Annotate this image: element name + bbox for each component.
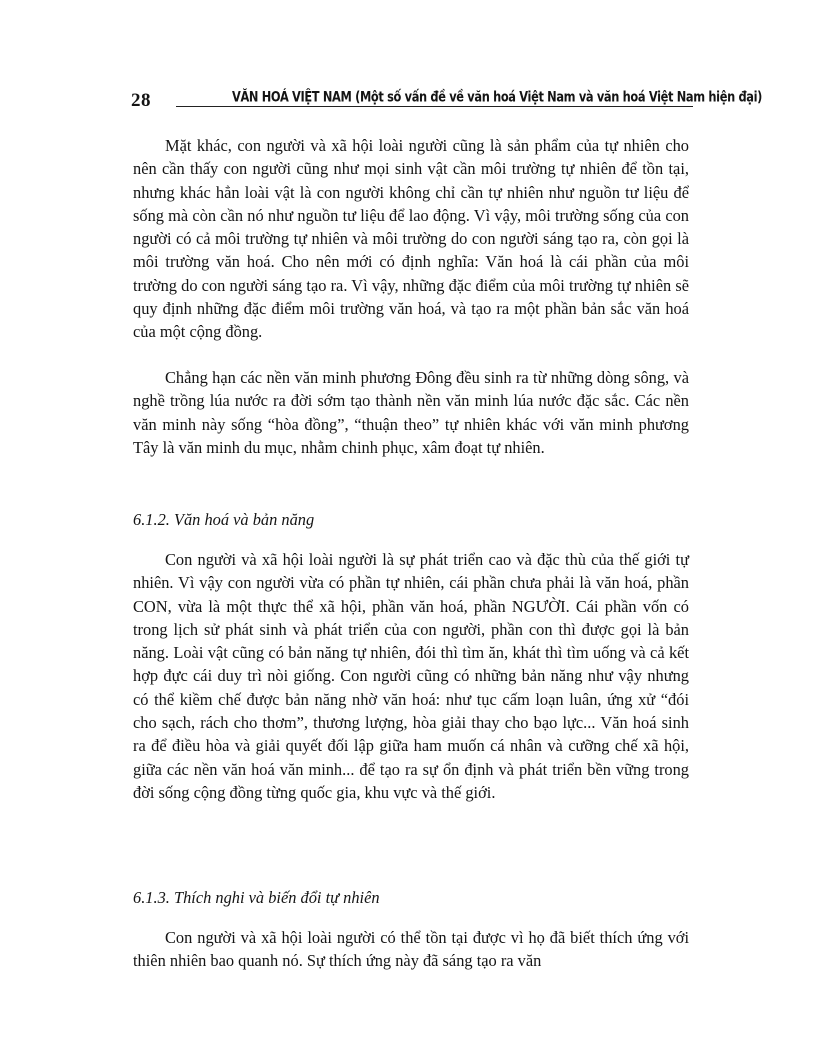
header-rule xyxy=(176,106,693,107)
section-heading: 6.1.3. Thích nghi và biến đổi tự nhiên xyxy=(133,888,380,907)
body-paragraph xyxy=(133,926,689,973)
paragraph-text: Con người và xã hội loài người là sự phát triển cao và đặc thù của thế giới tự nhiên. Vì vậy con người vừa có phần tự nhiên, cái phần chưa phải là văn hoá, phần CON, vừa là một thực thể xã hội, phần văn hoá, phần NGƯỜI. Cái phần vốn có trong lịch sử phát sinh và phát triển của con người, phần con thì được gọi là bản năng. Loài vật cũng có bản năng tự nhiên, đói thì tìm ăn, khát thì tìm uống và cả kết hợp đực cái duy trì nòi giống. Con người cũng có những bản năng như vậy nhưng có thể kiềm chế được bản năng nhờ văn hoá: như tục cấm loạn luân, ứng xử “đói cho sạch, rách cho thơm”, thương lượng, hòa giải thay cho bạo lực... Văn hoá sinh ra để điều hòa và giải quyết đối lập giữa ham muốn cá nhân và cưỡng chế xã hội, giữa các nền văn hoá văn minh... để tạo ra sự ổn định và phát triển bền vững trong đời sống cộng đồng từng quốc gia, khu vực và thế giới. xyxy=(133,550,689,802)
paragraph-text: Chẳng hạn các nền văn minh phương Đông đều sinh ra từ những dòng sông, và nghề trồng lúa nước ra đời sớm tạo thành nền văn minh lúa nước đặc sắc. Các nền văn minh này sống “hòa đồng”, “thuận theo” tự nhiên khác với văn minh phương Tây là văn minh du mục, nhằm chinh phục, xâm đoạt tự nhiên. xyxy=(133,368,689,457)
section-heading: 6.1.2. Văn hoá và bản năng xyxy=(133,510,315,529)
body-paragraph xyxy=(133,134,689,344)
paragraph-text: Con người và xã hội loài người có thể tồn tại được vì họ đã biết thích ứng với thiên nhiên bao quanh nó. Sự thích ứng này đã sáng tạo ra văn xyxy=(133,928,689,971)
body-paragraph xyxy=(133,548,689,804)
body-paragraph xyxy=(133,366,689,459)
paragraph-text: Mặt khác, con người và xã hội loài người cũng là sản phẩm của tự nhiên cho nên cần thấy con người cũng như mọi sinh vật cần môi trường tự nhiên để tồn tại, nhưng khác hẳn loài vật là con người không chỉ cần tự nhiên như nguồn tư liệu để sống mà còn cần nó như nguồn tư liệu để lao động. Vì vậy, môi trường sống của con người có cả môi trường tự nhiên và môi trường do con người sáng tạo ra, còn gọi là môi trường văn hoá. Cho nên mới có định nghĩa: Văn hoá là cái phần của môi trường do con người sáng tạo ra. Vì vậy, những đặc điểm của môi trường tự nhiên sẽ quy định những đặc điểm môi trường văn hoá, và tạo ra một phần bản sắc văn hoá của một cộng đồng. xyxy=(133,136,689,342)
page-number: 28 xyxy=(131,90,151,111)
running-head: VĂN HOÁ VIỆT NAM (Một số vấn đề về văn hoá Việt Nam và văn hoá Việt Nam hiện đại) xyxy=(232,88,762,106)
